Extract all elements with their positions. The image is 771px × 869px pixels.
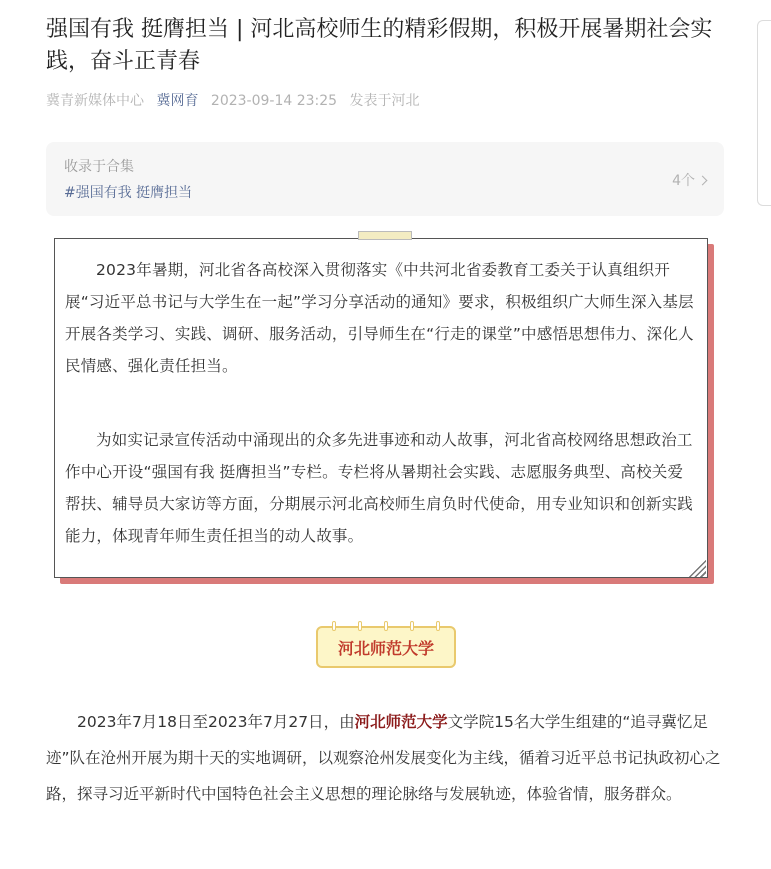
binder-ring-icon: [384, 621, 388, 631]
collection-card[interactable]: [46, 142, 724, 216]
section-badge-label: 河北师范大学: [337, 638, 434, 658]
chevron-right-icon: [698, 175, 708, 185]
section-badge: [316, 626, 456, 668]
intro-paragraph-1: 2023年暑期，河北省各高校深入贯彻落实《中共河北省委教育工委关于认真组织开展“习近平总书记与大学生在一起”学习分享活动的通知》要求，积极组织广大师生深入基层开展各类学习、实践、调研、服务活动，引导师生在“行走的课堂”中感悟思想伟力、深化人民情感、强化责任担当。: [65, 261, 694, 375]
collection-count[interactable]: [672, 170, 706, 190]
intro-card: [54, 238, 708, 578]
body-highlight: 河北师范大学: [354, 713, 448, 731]
side-panel-edge: [757, 20, 771, 206]
account-name-link[interactable]: 冀网育: [156, 93, 199, 109]
binder-ring-icon: [436, 621, 440, 631]
body-text-part1: 2023年7月18日至2023年7月27日，由: [77, 713, 355, 731]
collection-tag-link[interactable]: #强国有我 挺膺担当: [64, 185, 193, 201]
binder-ring-icon: [332, 621, 336, 631]
binder-ring-icon: [410, 621, 414, 631]
paper-clip-decoration: [358, 231, 412, 240]
body-text-part2: 文学院15名大学生组建的“追寻冀忆足迹”队在沧州开展为期十天的实地调研，以观察沧州发展变化为主线，循着习近平总书记执政初心之路，探寻习近平新时代中国特色社会主义思想的理论脉络与发展轨迹，体验省情，服务群众。: [46, 713, 721, 803]
publish-location: 发表于河北: [349, 93, 420, 109]
article-title: 强国有我 挺膺担当 | 河北高校师生的精彩假期，积极开展暑期社会实践，奋斗正青春: [46, 17, 713, 74]
publish-datetime: 2023-09-14 23:25: [210, 93, 338, 109]
intro-paragraph-2: 为如实记录宣传活动中涌现出的众多先进事迹和动人故事，河北省高校网络思想政治工作中心开设“强国有我 挺膺担当”专栏。专栏将从暑期社会实践、志愿服务典型、高校关爱帮扶、辅导员大家访等方面，分期展示河北高校师生肩负时代使命，用专业知识和创新实践能力，体现青年师生责任担当的动人故事。: [65, 431, 694, 545]
article-meta: [46, 90, 428, 110]
body-paragraph: [46, 704, 726, 812]
collection-label: 收录于合集: [64, 159, 134, 175]
collection-count-text: 4个: [672, 173, 695, 189]
source-label: 冀青新媒体中心: [46, 93, 144, 109]
binder-ring-icon: [358, 621, 362, 631]
